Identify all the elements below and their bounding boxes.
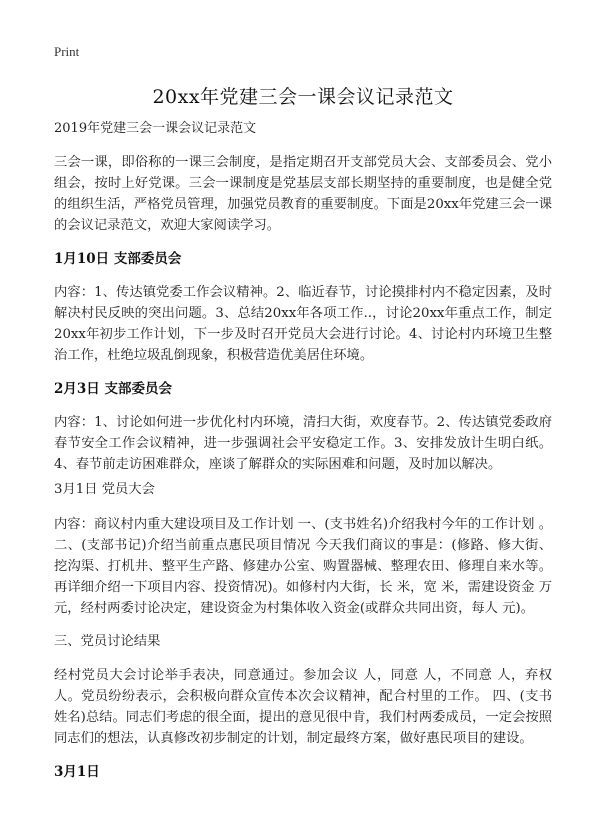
section-body: 内容：1、传达镇党委工作会议精神。2、临近春节，讨论摸排村内不稳定因素，及时解决村民反映的突出问题。3、总结20xx年各项工作..，讨论20xx年重点工作，制定20xx年初步工作计划，下一步及时召开党员大会进行讨论。4、讨论村内环境卫生整治工作，杜绝垃圾乱倒现象，积极营造优美居住环境。 <box>54 285 552 363</box>
section-heading: 1月10日 支部委员会 <box>54 251 182 267</box>
section-body: 内容：商议村内重大建设项目及工作计划 一、(支书姓名)介绍我村今年的工作计划 。二、(支部书记)介绍当前重点惠民项目情况 今天我们商议的事是：(修路、修大街、挖沟渠、打机井、整平生产路、修建办公室、购置器械、整理农田、修理自来水等。再详细介绍一下项目内容、投资情况)。如修村内大街，长 米，宽 米，需建设资金 万元，经村两委讨论决定，建设资金为村集体收入资金(或群众共同出资，每人 元)。 <box>54 517 552 616</box>
section-heading: 2月3日 支部委员会 <box>54 381 172 397</box>
intro-paragraph: 三会一课，即俗称的一课三会制度，是指定期召开支部党员大会、支部委员会、党小组会，按时上好党课。三会一课制度是党基层支部长期坚持的重要制度，也是健全党的组织生活，严格党员管理，加强党员教育的重要制度。下面是20xx年党建三会一课的会议记录范文，欢迎大家阅读学习。 <box>54 155 552 233</box>
section-heading-plain: 三、党员讨论结果 <box>54 634 161 649</box>
document-body <box>54 120 552 795</box>
document-title: 20xx年党建三会一课会议记录范文 <box>152 86 454 108</box>
section-body: 内容：1、讨论如何进一步优化村内环境，清扫大街，欢度春节。2、传达镇党委政府春节安全工作会议精神，进一步强调社会平安稳定工作。3、安排发放计生明白纸。4、春节前走访困难群众，座谈了解群众的实际困难和问题，及时加以解决。 <box>54 415 552 472</box>
section-body: 经村党员大会讨论举手表决，同意通过。参加会议 人，同意 人，不同意 人，弃权 人。党员纷纷表示，会积极向群众宣传本次会议精神，配合村里的工作。 四、(支书姓名)总结。同志们考虑的很全面，提出的意见很中肯，我们村两委成员，一定会按照同志们的想法，认真修改初步制定的计划，制定最终方案，做好惠民项目的建设。 <box>54 668 552 746</box>
section-subheading: 3月1日 党员大会 <box>54 482 155 497</box>
print-link[interactable]: Print <box>54 44 80 59</box>
document-subtitle: 2019年党建三会一课会议记录范文 <box>54 121 257 136</box>
section-heading: 3月1日 <box>54 764 100 780</box>
